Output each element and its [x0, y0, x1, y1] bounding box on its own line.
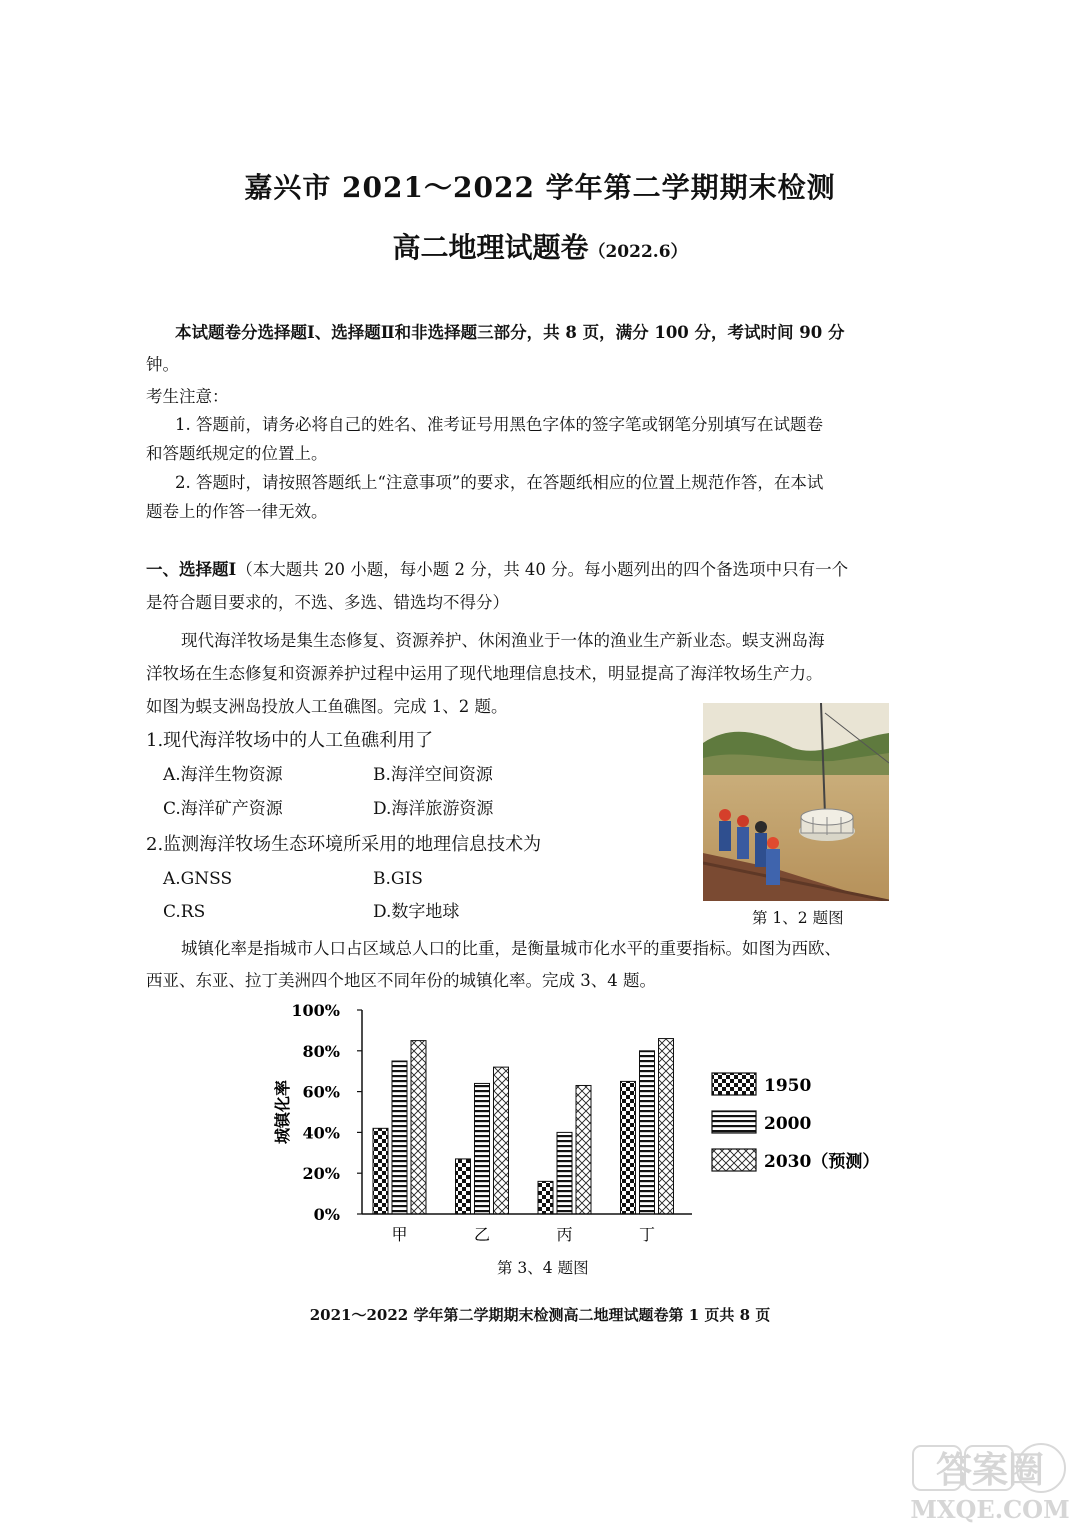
question-1: 1.现代海洋牧场中的人工鱼礁利用了 [146, 730, 434, 751]
bar-乙-1950 [456, 1159, 471, 1214]
q2-option-d: D.数字地球 [373, 902, 460, 922]
q1-option-d: D.海洋旅游资源 [373, 799, 494, 819]
question-2: 2.监测海洋牧场生态环境所采用的地理信息技术为 [146, 834, 542, 855]
q2-option-c: C.RS [163, 902, 206, 922]
intro-paragraph-cont: 钟。 [146, 355, 179, 374]
chart-legend [712, 1073, 879, 1172]
chart-bars [373, 1039, 674, 1214]
legend-label: 2030（预测） [764, 1152, 880, 1172]
y-tick-label: 40% [302, 1123, 340, 1143]
legend-label: 1950 [764, 1076, 812, 1096]
legend-swatch [712, 1149, 756, 1171]
bar-丁-2030（预测） [659, 1039, 674, 1214]
notice-item-1-cont: 和答题纸规定的位置上。 [146, 444, 328, 463]
bar-甲-2000 [392, 1061, 407, 1214]
section-heading-label: 一、选择题Ⅰ [146, 560, 237, 579]
chart-x-axis [362, 1214, 692, 1244]
chart-y-axis-label: 城镇化率 [273, 1079, 292, 1145]
notice-item-1: 1. 答题前，请务必将自己的姓名、准考证号用黑色字体的签字笔或钢笔分别填写在试题卷 [175, 415, 823, 434]
passage-1-line-1: 现代海洋牧场是集生态修复、资源养护、休闲渔业于一体的渔业生产新业态。蜈支洲岛海 [181, 631, 825, 650]
notice-label: 考生注意： [146, 387, 229, 406]
y-tick-label: 0% [313, 1205, 340, 1224]
passage-1-line-2: 洋牧场在生态修复和资源养护过程中运用了现代地理信息技术，明显提高了海洋牧场生产力。 [146, 664, 823, 683]
bar-丁-2000 [640, 1051, 655, 1214]
q1-option-a: A.海洋生物资源 [163, 765, 283, 785]
bar-丙-1950 [538, 1181, 553, 1214]
page-footer: 2021～2022 学年第二学期期末检测高二地理试题卷第 1 页共 8 页 [309, 1306, 771, 1324]
passage-2-line-2: 西亚、东亚、拉丁美洲四个地区不同年份的城镇化率。完成 3、4 题。 [146, 971, 656, 990]
x-tick-label: 乙 [473, 1225, 491, 1244]
legend-swatch [712, 1111, 756, 1133]
legend-label: 2000 [764, 1114, 812, 1134]
q2-option-a: A.GNSS [163, 869, 233, 889]
intro-paragraph: 本试题卷分选择题Ⅰ、选择题Ⅱ和非选择题三部分，共 8 页，满分 100 分，考试时间 90 分 [175, 323, 845, 342]
chart-y-axis [291, 1001, 362, 1224]
notice-item-2-cont: 题卷上的作答一律无效。 [146, 502, 328, 521]
y-tick-label: 80% [302, 1041, 340, 1061]
exam-date: （2022.6） [588, 242, 688, 262]
q2-option-b: B.GIS [373, 869, 423, 889]
passage-1-line-3: 如图为蜈支洲岛投放人工鱼礁图。完成 1、2 题。 [146, 697, 508, 716]
site-watermark-logo [905, 1440, 1075, 1524]
urbanization-bar-chart [270, 995, 910, 1255]
q1-option-b: B.海洋空间资源 [373, 765, 493, 785]
y-tick-label: 60% [302, 1082, 340, 1102]
section-heading-instructions: （本大题共 20 小题，每小题 2 分，共 40 分。每小题列出的四个备选项中只有一个 [236, 560, 849, 579]
section-heading [146, 553, 938, 587]
artificial-reef-photo [703, 703, 889, 901]
q1-option-c: C.海洋矿产资源 [163, 799, 283, 819]
legend-swatch [712, 1073, 756, 1095]
watermark-url: MXQE.COM [910, 1495, 1070, 1524]
chart-caption: 第 3、4 题图 [497, 1259, 589, 1277]
exam-subject-title: 高二地理试题卷 [392, 231, 589, 264]
x-tick-label: 甲 [391, 1225, 408, 1244]
bar-甲-2030（预测） [411, 1041, 426, 1214]
bar-丙-2000 [557, 1132, 572, 1214]
notice-item-2: 2. 答题时，请按照答题纸上“注意事项”的要求，在答题纸相应的位置上规范作答，在本试 [175, 473, 824, 492]
passage-2-line-1: 城镇化率是指城市人口占区域总人口的比重，是衡量城市化水平的重要指标。如图为西欧、 [181, 939, 841, 958]
y-tick-label: 20% [302, 1164, 340, 1184]
x-tick-label: 丁 [638, 1225, 656, 1244]
photo-caption: 第 1、2 题图 [752, 909, 844, 927]
bar-丁-1950 [621, 1081, 636, 1214]
section-heading-cont: 是符合题目要求的，不选、多选、错选均不得分） [146, 593, 509, 612]
bar-丙-2030（预测） [576, 1085, 591, 1214]
exam-title: 嘉兴市 2021～2022 学年第二学期期末检测 [244, 171, 836, 204]
y-tick-label: 100% [291, 1001, 340, 1020]
bar-乙-2030（预测） [494, 1067, 509, 1214]
bar-甲-1950 [373, 1128, 388, 1214]
exam-subtitle [0, 226, 1080, 266]
bar-乙-2000 [475, 1083, 490, 1214]
x-tick-label: 丙 [556, 1225, 573, 1244]
watermark-text: 答案圈 [935, 1449, 1045, 1491]
